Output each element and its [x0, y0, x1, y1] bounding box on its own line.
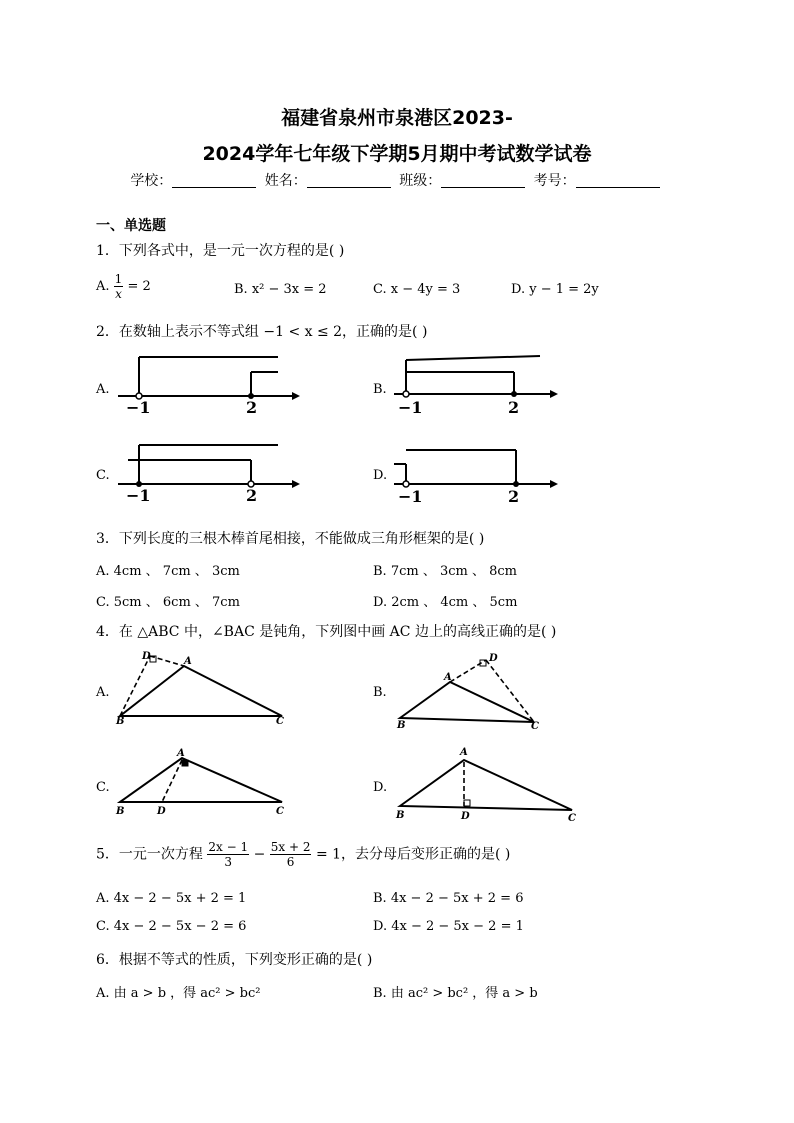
q3-option-c[interactable]: C. 5cm 、 6cm 、 7cm — [96, 595, 240, 610]
q2-d-tick-right: 2 — [508, 487, 520, 506]
q1-a-den: x — [115, 287, 122, 301]
q4-c-pt-a: A — [177, 748, 185, 759]
q2-c-tick-left: −1 — [126, 486, 151, 505]
section-heading: 一、单选题 — [96, 218, 166, 234]
q4-c-pt-b: B — [116, 806, 125, 817]
question-5-stem — [96, 840, 510, 869]
q4-option-c[interactable]: C. — [96, 780, 110, 795]
q4-d-pt-d: D — [461, 811, 470, 822]
q5-fraction-1 — [207, 840, 249, 869]
exam-title-line1: 福建省泉州市泉港区2023- — [281, 107, 513, 129]
q4-triangle-c — [114, 748, 294, 810]
q1-option-b[interactable]: B. x² − 3x = 2 — [234, 282, 327, 297]
q5-option-a[interactable]: A. 4x − 2 − 5x + 2 = 1 — [96, 891, 247, 906]
q1-a-tail: = 2 — [123, 279, 151, 294]
q4-d-pt-a: A — [460, 747, 468, 758]
q2-option-c[interactable]: C. — [96, 468, 110, 483]
q5-f2-num: 5x + 2 — [270, 840, 311, 854]
q4-triangle-d — [396, 752, 586, 816]
q4-a-pt-b: B — [116, 716, 125, 727]
q1-a-fraction — [114, 272, 124, 301]
q4-option-b[interactable]: B. — [373, 685, 387, 700]
q4-a-pt-d: D — [142, 651, 151, 662]
q3-option-b[interactable]: B. 7cm 、 3cm 、 8cm — [373, 564, 517, 579]
q5-f2-den: 6 — [286, 855, 295, 869]
question-1-stem: 1．下列各式中，是一元一次方程的是( ) — [96, 243, 345, 259]
question-2-stem: 2．在数轴上表示不等式组 −1 < x ≤ 2，正确的是( ) — [96, 324, 428, 340]
student-info-row — [0, 170, 794, 190]
q4-triangle-a — [114, 650, 294, 728]
q2-a-tick-right: 2 — [246, 398, 258, 417]
name-label: 姓名： — [264, 173, 307, 189]
q4-b-pt-a: A — [444, 672, 452, 683]
q2-c-tick-right: 2 — [246, 486, 258, 505]
q2-a-tick-left: −1 — [126, 398, 151, 417]
q5-option-c[interactable]: C. 4x − 2 − 5x − 2 = 6 — [96, 919, 247, 934]
q6-option-b[interactable]: B. 由 ac² > bc² ，得 a > b — [373, 986, 538, 1001]
q2-b-tick-left: −1 — [398, 398, 423, 417]
q1-a-num: 1 — [114, 272, 123, 286]
q2-b-tick-right: 2 — [508, 398, 520, 417]
q3-option-a[interactable]: A. 4cm 、 7cm 、 3cm — [96, 564, 240, 579]
name-blank[interactable] — [307, 173, 391, 188]
school-label: 学校： — [130, 173, 173, 189]
q2-d-tick-left: −1 — [398, 487, 423, 506]
q5-f1-den: 3 — [224, 855, 233, 869]
q1-a-prefix: A. — [96, 279, 110, 294]
q4-c-pt-c: C — [276, 806, 284, 817]
q5-fraction-2 — [270, 840, 312, 869]
q1-option-a[interactable] — [96, 272, 151, 301]
q2-option-a[interactable]: A. — [96, 382, 110, 397]
number-label: 考号： — [533, 173, 576, 189]
q2-option-d[interactable]: D. — [373, 468, 388, 483]
q6-option-a[interactable]: A. 由 a > b ，得 ac² > bc² — [96, 986, 261, 1001]
q4-option-d[interactable]: D. — [373, 780, 388, 795]
q1-option-d[interactable]: D. y − 1 = 2y — [511, 282, 599, 297]
q4-triangle-b — [396, 650, 546, 730]
q5-f1-num: 2x − 1 — [208, 840, 249, 854]
q4-a-pt-a: A — [184, 656, 192, 667]
question-4-stem: 4．在 △ABC 中，∠BAC 是钝角，下列图中画 AC 边上的高线正确的是( ) — [96, 624, 557, 640]
q5-stem-suffix: = 1，去分母后变形正确的是( ) — [315, 846, 511, 863]
q4-a-pt-c: C — [276, 716, 284, 727]
question-6-stem: 6．根据不等式的性质，下列变形正确的是( ) — [96, 952, 373, 968]
q4-b-pt-b: B — [397, 720, 406, 731]
q4-option-a[interactable]: A. — [96, 685, 110, 700]
class-label: 班级： — [399, 173, 442, 189]
q5-option-d[interactable]: D. 4x − 2 − 5x − 2 = 1 — [373, 919, 524, 934]
q5-option-b[interactable]: B. 4x − 2 − 5x + 2 = 6 — [373, 891, 524, 906]
school-blank[interactable] — [172, 173, 256, 188]
q4-b-pt-c: C — [531, 721, 539, 732]
q5-minus: − — [253, 846, 266, 863]
q5-stem-prefix: 5．一元一次方程 — [96, 846, 203, 863]
q4-c-pt-d: D — [157, 806, 166, 817]
number-blank[interactable] — [576, 173, 660, 188]
q1-option-c[interactable]: C. x − 4y = 3 — [373, 282, 461, 297]
q2-option-b[interactable]: B. — [373, 382, 387, 397]
question-3-stem: 3．下列长度的三根木棒首尾相接，不能做成三角形框架的是( ) — [96, 531, 485, 547]
q4-d-pt-b: B — [396, 810, 405, 821]
exam-title-line2: 2024学年七年级下学期5月期中考试数学试卷 — [202, 143, 592, 165]
q4-b-pt-d: D — [489, 653, 498, 664]
q4-d-pt-c: C — [568, 813, 576, 824]
q3-option-d[interactable]: D. 2cm 、 4cm 、 5cm — [373, 595, 518, 610]
class-blank[interactable] — [441, 173, 525, 188]
